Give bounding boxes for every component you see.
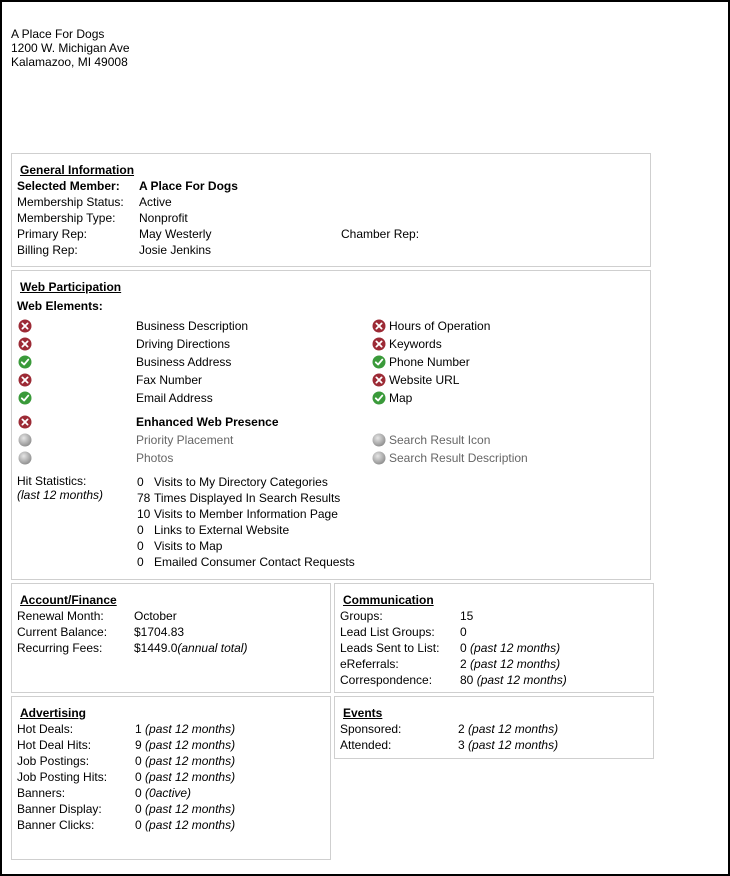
hit-label: Emailed Consumer Contact Requests [154,555,355,569]
status-icon-keywords [372,337,386,351]
hot-deal-hits-label: Hot Deal Hits: [17,738,92,752]
attended-label: Attended: [340,738,392,752]
status-icon-fax-number [18,373,32,387]
enhanced-web-presence-label: Enhanced Web Presence [136,415,279,429]
attended-note: (past 12 months) [468,738,559,752]
job-postings-count: 0 [135,754,142,768]
communication-title: Communication [343,593,434,607]
web-participation-title: Web Participation [20,280,122,294]
recurring-fees-note: (annual total) [177,641,248,655]
banner-clicks-label: Banner Clicks: [17,818,95,832]
banner-display-label: Banner Display: [17,802,102,816]
web-element-keywords: Keywords [389,337,442,351]
hit-label: Links to External Website [154,523,290,537]
address-name: A Place For Dogs [11,27,105,41]
correspondence-value [460,672,567,688]
groups-label: Groups: [340,609,383,623]
correspondence-note: (past 12 months) [476,673,567,687]
lead-list-groups-count: 0 [460,625,467,639]
status-icon-hours-of-operation [372,319,386,333]
web-element-email-address: Email Address [136,391,213,405]
sponsored-value [458,721,558,737]
status-icon-business-description [18,319,32,333]
primary-rep-value: May Westerly [139,227,212,241]
status-icon-business-address [18,355,32,369]
general-information-title: General Information [20,163,135,177]
groups-count: 15 [460,609,474,623]
current-balance-label: Current Balance: [17,625,108,639]
billing-rep-label: Billing Rep: [17,243,78,257]
job-posting-hits-value [135,769,235,785]
hit-label: Times Displayed In Search Results [154,491,341,505]
hot-deals-count: 1 [135,722,142,736]
recurring-fees-label: Recurring Fees: [17,641,103,655]
gray-dot-icon [18,433,32,447]
search-result-icon-label: Search Result Icon [389,433,491,447]
membership-status-value: Active [139,195,172,209]
banner-clicks-value [135,817,235,833]
gray-dot-icon [18,451,32,465]
recurring-fees-value [134,640,247,656]
hit-count: 0 [137,475,144,489]
banner-display-value [135,801,235,817]
job-posting-hits-note: (past 12 months) [145,770,236,784]
chamber-rep-label: Chamber Rep: [341,227,420,241]
banner-display-note: (past 12 months) [145,802,236,816]
selected-member-label: Selected Member: [17,179,120,193]
leads-sent-note: (past 12 months) [470,641,561,655]
primary-rep-label: Primary Rep: [17,227,88,241]
ereferrals-count: 2 [460,657,467,671]
web-element-driving-directions: Driving Directions [136,337,231,351]
banners-label: Banners: [17,786,66,800]
search-result-description-label: Search Result Description [389,451,528,465]
status-icon-phone-number [372,355,386,369]
recurring-fees-amount: $1449.0 [134,641,178,655]
renewal-month-value: October [134,609,177,623]
ereferrals-value [460,656,560,672]
renewal-month-label: Renewal Month: [17,609,104,623]
lead-list-groups-value [460,624,467,640]
membership-status-label: Membership Status: [17,195,124,209]
membership-type-value: Nonprofit [139,211,188,225]
hot-deals-label: Hot Deals: [17,722,74,736]
current-balance-value: $1704.83 [134,625,185,639]
status-icon-enhanced-web-presence [18,415,32,429]
status-icon-email-address [18,391,32,405]
ereferrals-note: (past 12 months) [470,657,561,671]
billing-rep-value: Josie Jenkins [139,243,212,257]
member-address [11,27,130,69]
lead-list-groups-label: Lead List Groups: [340,625,435,639]
hot-deals-note: (past 12 months) [145,722,236,736]
banners-note: (0active) [145,786,192,800]
hot-deal-hits-count: 9 [135,738,142,752]
web-element-hours-of-operation: Hours of Operation [389,319,491,333]
hot-deal-hits-note: (past 12 months) [145,738,236,752]
photos-label: Photos [136,451,174,465]
advertising-title: Advertising [20,706,87,720]
banner-clicks-count: 0 [135,818,142,832]
general-information-panel [11,153,651,267]
communication-panel [334,583,654,693]
groups-value [460,608,473,624]
priority-placement-label: Priority Placement [136,433,234,447]
advertising-panel [11,696,331,860]
hit-statistics-period: (last 12 months) [17,488,104,502]
hot-deal-hits-value [135,737,235,753]
job-postings-note: (past 12 months) [145,754,236,768]
hit-count: 10 [137,507,151,521]
job-posting-hits-count: 0 [135,770,142,784]
hit-label: Visits to Member Information Page [154,507,338,521]
hit-count: 0 [137,539,144,553]
web-element-map: Map [389,391,413,405]
web-participation-panel [11,270,651,580]
gray-dot-icon [372,451,386,465]
leads-sent-label: Leads Sent to List: [340,641,440,655]
web-element-website-url: Website URL [389,373,460,387]
status-icon-map [372,391,386,405]
hit-count: 0 [137,555,144,569]
status-icon-website-url [372,373,386,387]
leads-sent-value [460,640,560,656]
web-element-business-description: Business Description [136,319,249,333]
leads-sent-count: 0 [460,641,467,655]
web-elements-label: Web Elements: [17,299,103,313]
web-element-fax-number: Fax Number [136,373,203,387]
account-finance-title: Account/Finance [20,593,117,607]
banner-clicks-note: (past 12 months) [145,818,236,832]
hit-label: Visits to Map [154,539,223,553]
hit-count: 0 [137,523,144,537]
web-element-phone-number: Phone Number [389,355,470,369]
hot-deals-value [135,721,235,737]
account-finance-panel [11,583,331,693]
membership-type-label: Membership Type: [17,211,116,225]
attended-count: 3 [458,738,465,752]
job-posting-hits-label: Job Posting Hits: [17,770,108,784]
events-title: Events [343,706,383,720]
web-element-business-address: Business Address [136,355,232,369]
sponsored-count: 2 [458,722,465,736]
selected-member-value: A Place For Dogs [139,179,238,193]
sponsored-note: (past 12 months) [468,722,559,736]
gray-dot-icon [372,433,386,447]
hit-label: Visits to My Directory Categories [154,475,328,489]
job-postings-value [135,753,235,769]
sponsored-label: Sponsored: [340,722,402,736]
correspondence-label: Correspondence: [340,673,433,687]
events-panel [334,696,654,759]
correspondence-count: 80 [460,673,474,687]
banners-count: 0 [135,786,142,800]
job-postings-label: Job Postings: [17,754,90,768]
status-icon-driving-directions [18,337,32,351]
ereferrals-label: eReferrals: [340,657,399,671]
banners-value [135,785,191,801]
hit-statistics-label: Hit Statistics: [17,474,87,488]
hit-count: 78 [137,491,151,505]
banner-display-count: 0 [135,802,142,816]
attended-value [458,737,558,753]
address-street: 1200 W. Michigan Ave [11,41,130,55]
address-city: Kalamazoo, MI 49008 [11,55,128,69]
